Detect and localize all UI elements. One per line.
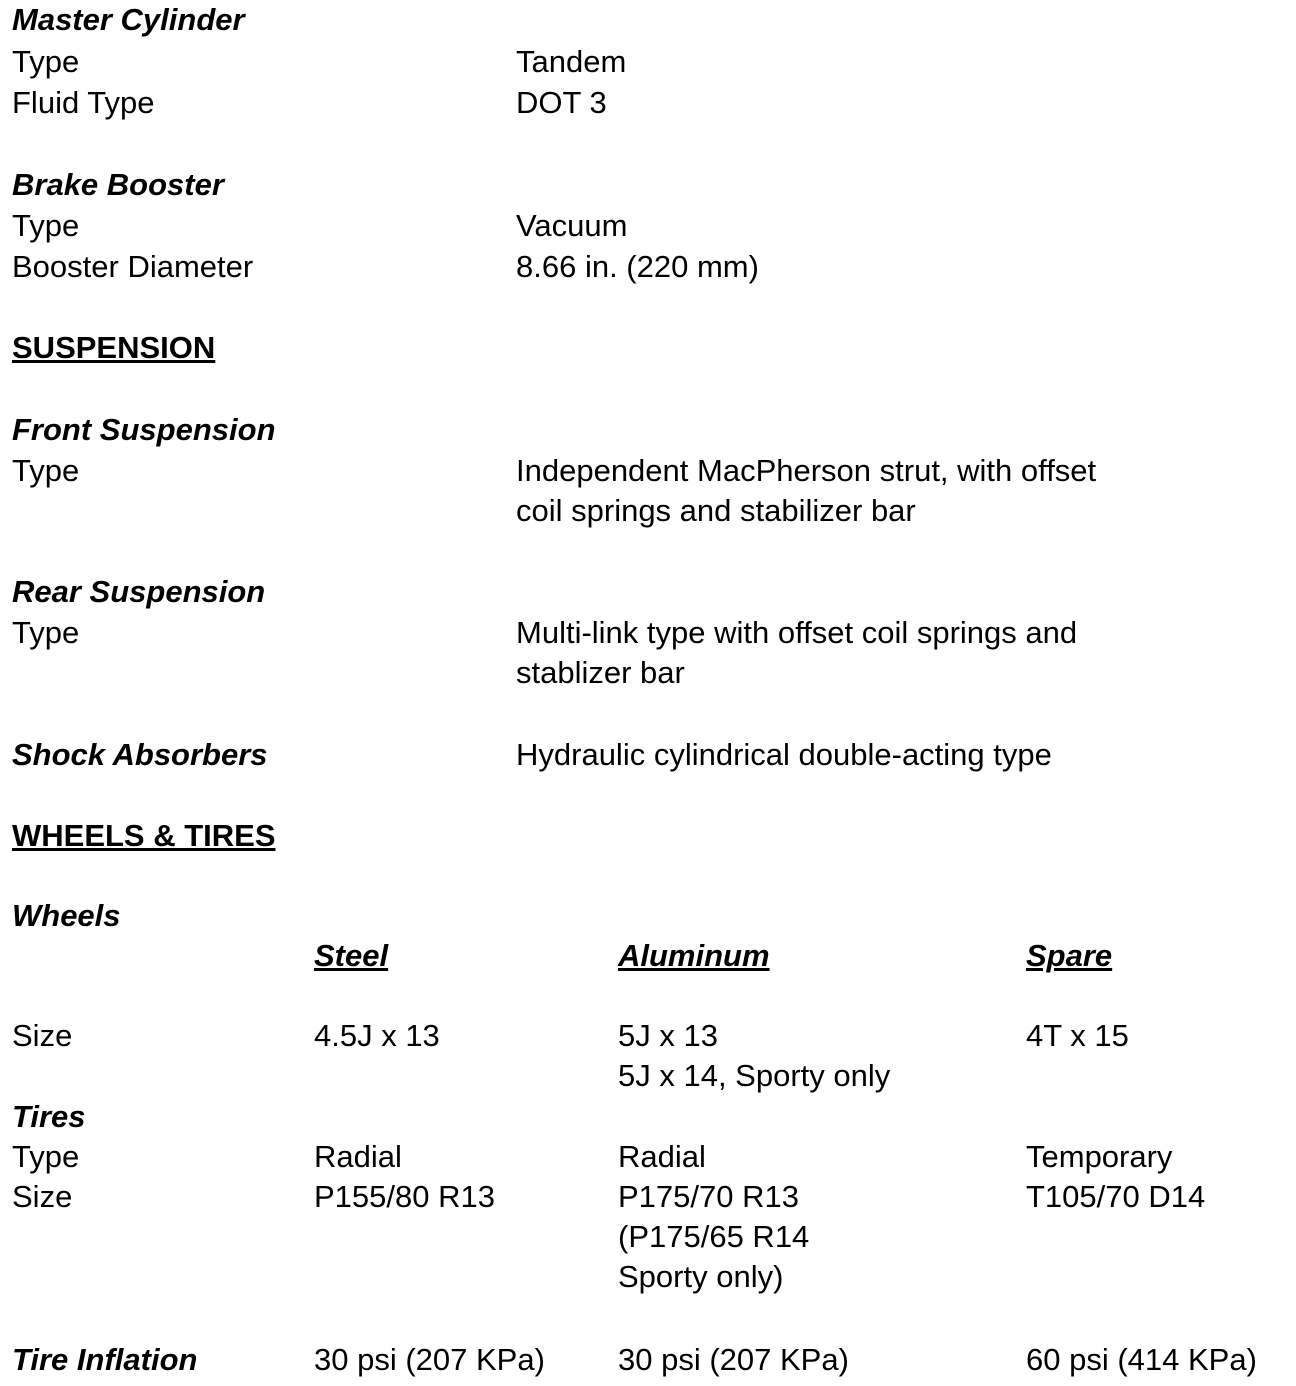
wheels-tires-section-heading: WHEELS & TIRES [12,818,276,853]
tire-inflation-aluminum: 30 psi (207 KPa) [618,1342,849,1377]
tire-size-aluminum: P175/70 R13 (P175/65 R14 Sporty only) [618,1179,810,1294]
shock-absorbers-value: Hydraulic cylindrical double-acting type [516,737,1052,772]
wheels-heading: Wheels [12,898,121,933]
wheel-size-spare: 4T x 15 [1026,1018,1129,1053]
tire-inflation-steel: 30 psi (207 KPa) [314,1342,545,1377]
master-cylinder-type-value: Tandem [516,44,627,79]
column-header-steel: Steel [314,938,389,973]
tire-type-spare: Temporary [1026,1139,1173,1174]
shock-absorbers-heading: Shock Absorbers [12,737,268,772]
tire-type-aluminum: Radial [618,1139,706,1174]
front-suspension-type-label: Type [12,453,80,488]
fluid-type-label: Fluid Type [12,85,155,120]
wheel-size-steel: 4.5J x 13 [314,1018,440,1053]
brake-booster-type-value: Vacuum [516,208,628,243]
rear-suspension-type-value: Multi-link type with offset coil springs and stablizer bar [516,615,1078,690]
fluid-type-value: DOT 3 [516,85,607,120]
front-suspension-heading: Front Suspension [12,412,276,447]
booster-diameter-value: 8.66 in. (220 mm) [516,249,759,284]
master-cylinder-type-label: Type [12,44,80,79]
brake-booster-type-label: Type [12,208,80,243]
booster-diameter-label: Booster Diameter [12,249,254,284]
tire-type-steel: Radial [314,1139,402,1174]
tire-size-label: Size [12,1179,73,1214]
tire-type-label: Type [12,1139,80,1174]
wheel-size-aluminum: 5J x 13 5J x 14, Sporty only [618,1018,891,1093]
front-suspension-type-value: Independent MacPherson strut, with offset coil springs and stabilizer bar [516,453,1097,528]
tire-size-steel: P155/80 R13 [314,1179,495,1214]
suspension-section-heading: SUSPENSION [12,330,216,365]
tires-heading: Tires [12,1099,86,1134]
column-header-spare: Spare [1026,938,1113,973]
master-cylinder-heading: Master Cylinder [12,2,245,37]
tire-inflation-label: Tire Inflation [12,1342,198,1377]
column-header-aluminum: Aluminum [618,938,770,973]
tire-size-spare: T105/70 D14 [1026,1179,1206,1214]
rear-suspension-heading: Rear Suspension [12,574,266,609]
rear-suspension-type-label: Type [12,615,80,650]
wheel-size-label: Size [12,1018,73,1053]
brake-booster-heading: Brake Booster [12,167,224,202]
tire-inflation-spare: 60 psi (414 KPa) [1026,1342,1257,1377]
